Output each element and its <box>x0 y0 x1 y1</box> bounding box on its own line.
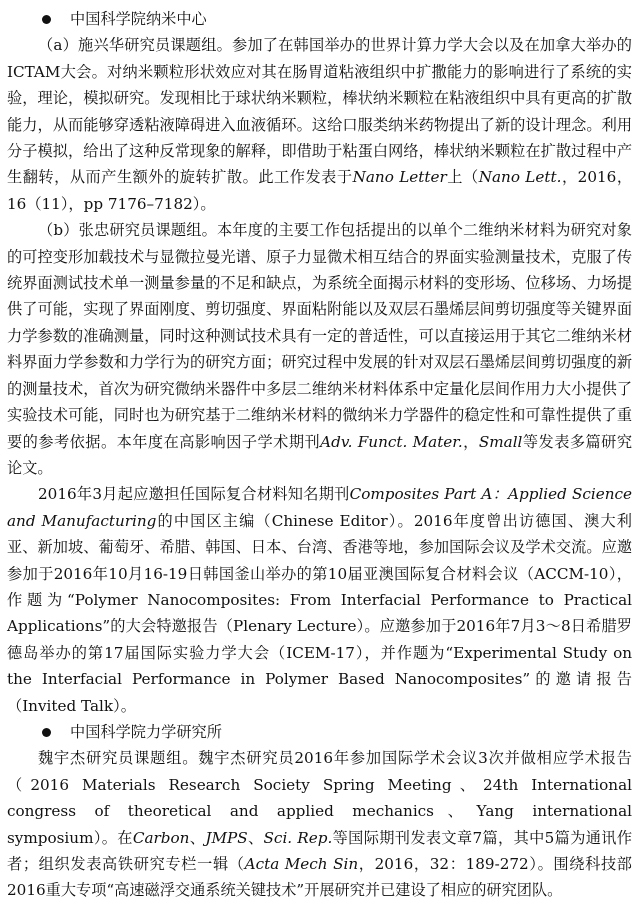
paragraph-wei: 魏宇杰研究员课题组。魏宇杰研究员2016年参加国际学术会议3次并做相应学术报告（2016 Materials Research Society Spring Meeting、24th International congress of theoretical and applied mechanics、Yang international symposium）。在Carbon、JMPS、Sci. Rep.等国际期刊发表文章7篇，其中5篇为通讯作者；组织发表高铁研究专栏一辑（Acta Mech Sin，2016，32：189-272）。围绕科技部2016重大专项“高速磁浮交通系统关键技术”开展研究并已建设了相应的研究团队。 <box>7 749 633 900</box>
paragraph-b: （b）张忠研究员课题组。本年度的主要工作包括提出的以单个二维纳米材料为研究对象的可控变形加载技术与显微拉曼光谱、原子力显微术相互结合的界面实验测量技术，克服了传统界面测试技术单一测量参量的不足和缺点，为系统全面揭示材料的变形场、位移场、力场提供了可能，实现了界面刚度、剪切强度、界面粘附能以及双层石墨烯层间剪切强度等关键界面力学参数的准确测量，同时这种测试技术具有一定的普适性，可以直接运用于其它二维纳米材料界面力学参数和力学行为的研究方面；研究过程中发展的针对双层石墨烯层间剪切强度的新的测量技术，首次为研究微纳米器件中多层二维纳米材料体系中定量化层间作用力大小提供了实验技术可能，同时也为研究基于二维纳米材料的微纳米力学器件的稳定性和可靠性提供了重要的参考依据。本年度在高影响因子学术期刊Adv. Funct. Mater.，Small等发表多篇研究论文。 <box>7 221 633 477</box>
paragraph-a: （a）施兴华研究员课题组。参加了在韩国举办的世界计算力学大会以及在加拿大举办的ICTAM大会。对纳米颗粒形状效应对其在肠胃道粘液组织中扩撒能力的影响进行了系统的实验，理论，模拟研究。发现相比于球状纳米颗粒，棒状纳米颗粒在粘液组织中具有更高的扩散能力，从而能够穿透粘液障碍进入血液循环。这给口服类纳米药物提出了新的设计理念。利用分子模拟，给出了这种反常现象的解释，即借助于粘蛋白网络，棒状纳米颗粒在扩散过程中产生翻转，从而产生额外的旋转扩散。此工作发表于Nano Letter上（Nano Lett.，2016，16（11），pp 7176–7182）。 <box>7 36 633 213</box>
bullet-icon <box>42 728 51 737</box>
paragraph-editor: 2016年3月起应邀担任国际复合材料知名期刊Composites Part A：Applied Science and Manufacturing的中国区主编（Chinese Editor）。2016年度曾出访德国、澳大利亚、新加坡、葡萄牙、希腊、韩国、日本、台湾、香港等地，参加国际会议及学术交流。应邀参加于2016年10月16-19日韩国釜山举办的第10届亚澳国际复合材料会议（ACCM-10），作题为“Polymer Nanocomposites: From Interfacial Performance to Practical Applications”的大会特邀报告（Plenary Lecture）。应邀参加于2016年7月3～8日希腊罗德岛举办的第17届国际实验力学大会（ICEM-17），并作题为“Experimental Study on the Interfacial Performance in Polymer Based Nanocomposites”的邀请报告（Invited Talk）。 <box>7 485 632 715</box>
section-heading: 中国科学院纳米中心 <box>7 6 632 32</box>
bullet-icon <box>42 15 51 24</box>
section-heading: 中国科学院力学研究所 <box>7 719 632 745</box>
